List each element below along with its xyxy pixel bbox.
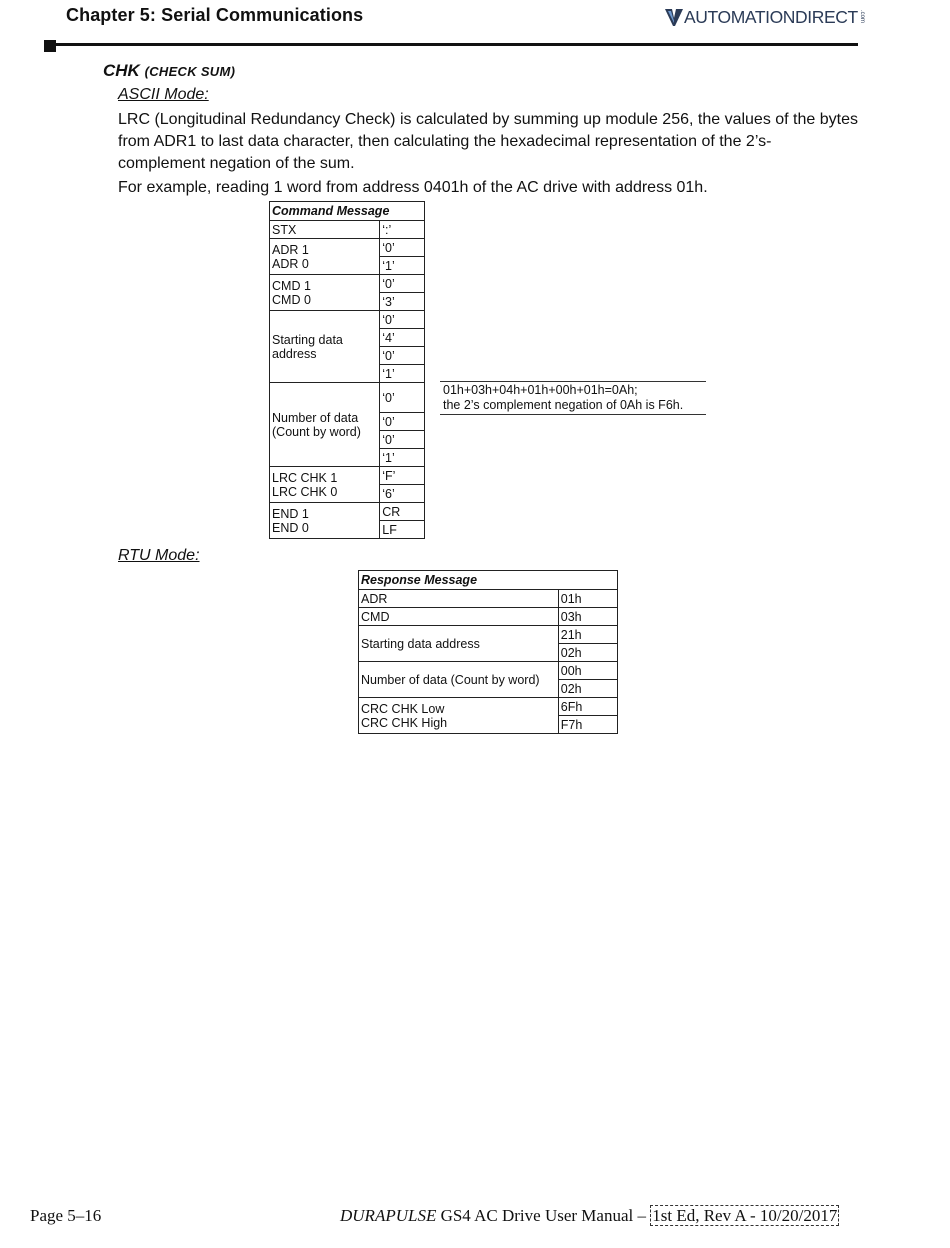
response-message-table bbox=[358, 570, 618, 734]
lrc1-value: ‘F’ bbox=[380, 467, 425, 485]
end1-label: END 1 bbox=[272, 506, 309, 521]
stx-label: STX bbox=[270, 221, 380, 239]
logo-suffix: .com bbox=[858, 10, 865, 24]
resp-start-label: Starting data address bbox=[359, 626, 559, 662]
end0-value: LF bbox=[380, 521, 425, 539]
number-of-data-label: Number of data (Count by word) bbox=[270, 383, 380, 467]
resp-num-label: Number of data (Count by word) bbox=[359, 662, 559, 698]
section-title-main: CHK bbox=[103, 61, 145, 80]
footer-brand-a: DURA bbox=[340, 1206, 386, 1225]
section-title-small: (CHECK SUM) bbox=[144, 64, 236, 79]
calc-note-line-1: 01h+03h+04h+01h+00h+01h=0Ah; bbox=[443, 383, 638, 397]
ascii-mode-heading: ASCII Mode: bbox=[118, 86, 209, 103]
cmd-label-cell bbox=[270, 275, 380, 311]
command-table-caption: Command Message bbox=[270, 202, 425, 221]
resp-num-value-1: 00h bbox=[558, 662, 617, 680]
section-title bbox=[103, 61, 235, 81]
start-value-2: ‘4’ bbox=[380, 329, 425, 347]
end-label-cell bbox=[270, 503, 380, 539]
resp-adr-label: ADR bbox=[359, 590, 559, 608]
adr0-value: ‘1’ bbox=[380, 257, 425, 275]
page-number: Page 5–16 bbox=[30, 1206, 102, 1225]
resp-cmd-value: 03h bbox=[558, 608, 617, 626]
crc-high-value: F7h bbox=[558, 716, 617, 734]
logo-text: AUTOMATIONDIRECT bbox=[684, 7, 858, 27]
num-value-2: ‘0’ bbox=[380, 413, 425, 431]
start-value-1: ‘0’ bbox=[380, 311, 425, 329]
header-marker bbox=[44, 40, 56, 52]
resp-crc-label-cell bbox=[359, 698, 559, 734]
end1-value: CR bbox=[380, 503, 425, 521]
cmd0-label: CMD 0 bbox=[272, 292, 311, 307]
logo-chevron-icon bbox=[665, 7, 683, 27]
lrc1-label: LRC CHK 1 bbox=[272, 470, 338, 485]
crc-high-label: CRC CHK High bbox=[361, 715, 448, 730]
cmd1-label: CMD 1 bbox=[272, 278, 311, 293]
crc-low-label: CRC CHK Low bbox=[361, 701, 445, 716]
chapter-title: Chapter 5: Serial Communications bbox=[66, 5, 364, 25]
lrc-label-cell bbox=[270, 467, 380, 503]
crc-low-value: 6Fh bbox=[558, 698, 617, 716]
starting-address-label: Starting data address bbox=[270, 311, 380, 383]
num-value-1: ‘0’ bbox=[380, 383, 425, 413]
adr-label-cell bbox=[270, 239, 380, 275]
footer-brand bbox=[340, 1206, 436, 1225]
end0-label: END 0 bbox=[272, 520, 309, 535]
resp-cmd-label: CMD bbox=[359, 608, 559, 626]
resp-start-value-1: 21h bbox=[558, 626, 617, 644]
example-description: For example, reading 1 word from address 0401h of the AC drive with address 01h. bbox=[118, 179, 708, 196]
adr0-label: ADR 0 bbox=[272, 256, 309, 271]
footer-manual-text: GS4 AC Drive User Manual – bbox=[436, 1206, 651, 1225]
calc-note-line-2: the 2’s complement negation of 0Ah is F6h. bbox=[443, 398, 684, 412]
lrc-description: LRC (Longitudinal Redundancy Check) is calculated by summing up module 256, the values of the bytes from ADR1 to last data character, then calculating the hexadecimal representation of the 2’s-complement negation of the sum. bbox=[118, 111, 858, 172]
lrc-calculation-note bbox=[440, 381, 706, 415]
header-divider bbox=[48, 43, 858, 46]
num-value-4: ‘1’ bbox=[380, 449, 425, 467]
rtu-mode-heading: RTU Mode: bbox=[118, 547, 200, 564]
resp-num-value-2: 02h bbox=[558, 680, 617, 698]
brand-logo bbox=[665, 6, 865, 28]
resp-adr-value: 01h bbox=[558, 590, 617, 608]
cmd1-value: ‘0’ bbox=[380, 275, 425, 293]
num-value-3: ‘0’ bbox=[380, 431, 425, 449]
cmd0-value: ‘3’ bbox=[380, 293, 425, 311]
stx-value: ‘:’ bbox=[380, 221, 425, 239]
start-value-4: ‘1’ bbox=[380, 365, 425, 383]
lrc0-label: LRC CHK 0 bbox=[272, 484, 338, 499]
footer-brand-b: PULSE bbox=[385, 1206, 437, 1225]
lrc0-value: ‘6’ bbox=[380, 485, 425, 503]
footer-manual-title bbox=[340, 1206, 839, 1226]
adr1-value: ‘0’ bbox=[380, 239, 425, 257]
start-value-3: ‘0’ bbox=[380, 347, 425, 365]
resp-start-value-2: 02h bbox=[558, 644, 617, 662]
response-table-caption: Response Message bbox=[359, 571, 618, 590]
command-message-table bbox=[269, 201, 425, 539]
footer-edition: 1st Ed, Rev A - 10/20/2017 bbox=[652, 1206, 838, 1225]
adr1-label: ADR 1 bbox=[272, 242, 309, 257]
